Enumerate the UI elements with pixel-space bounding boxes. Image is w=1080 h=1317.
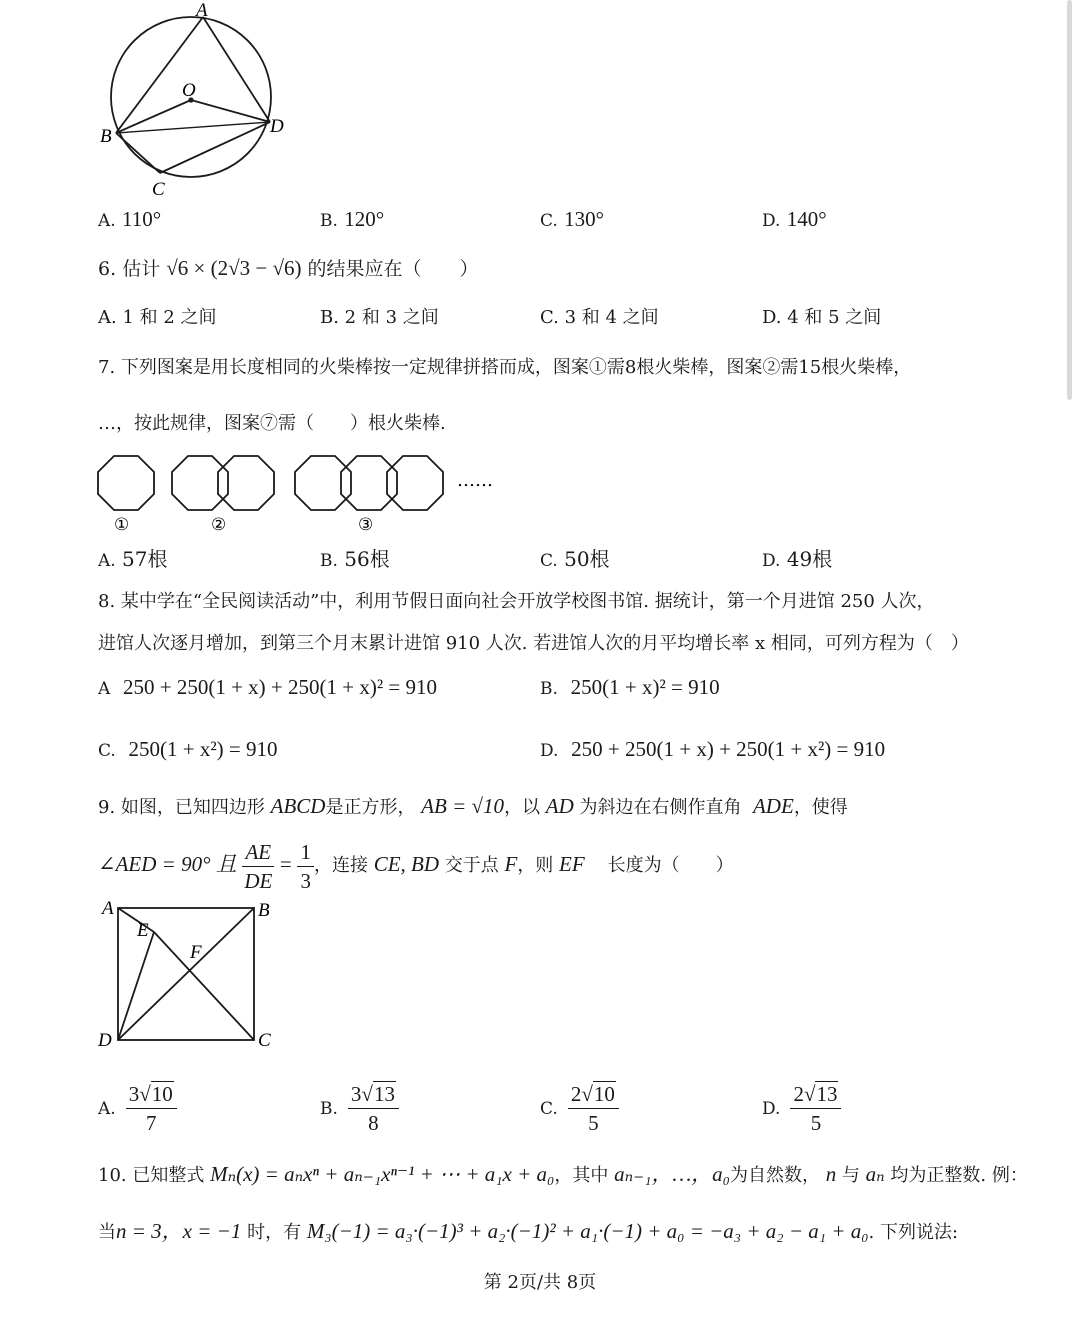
q7-option-a: A. 57根 [98, 547, 168, 571]
figure-label-1: ① [114, 515, 130, 535]
page-footer: 第 2页/共 8页 [483, 1272, 597, 1293]
octagon-2b [218, 456, 274, 510]
fraction-ae-de: $\frac{AE}{DE}$ [244, 839, 273, 893]
q6-stem: 6. 估计 √6 × (2√3 − √6) 的结果应在（ ） [98, 256, 479, 280]
q8-option-d: D. 250 + 250(1 + x) + 250(1 + x²) = 910 [540, 737, 886, 761]
label-O: O [182, 80, 196, 101]
label-E: E [137, 920, 149, 941]
q8-option-c: C. 250(1 + x²) = 910 [98, 737, 278, 761]
q6-option-c: C. 3 和 4 之间 [540, 307, 659, 328]
q8-stem-line1: 8. 某中学在“全民阅读活动”中，利用节假日面向社会开放学校图书馆. 据统计，第一个月进馆 250 人次， [98, 591, 935, 612]
octagon-3a [295, 456, 351, 510]
q5-option-a: A. 110° [98, 207, 162, 231]
q9-stem-line1: 9. 如图，已知四边形 ABCD是正方形， AB = √10，以 AD 为斜边在右侧作直角 ADE，使得 [98, 794, 848, 818]
q8-stem-line2: 进馆人次逐月增加，到第三个月末累计进馆 910 人次. 若进馆人次的月平均增长率 x 相同，可列方程为（ ） [98, 633, 969, 654]
q9-option-b: B. $\frac{3√13}{8}$ [320, 1080, 399, 1137]
q9-stem-line2: ∠AED = 90° 且 $\frac{AE}{DE}$ = $\frac{1}{3}$ ，连接 CE, BD 交于点 F，则 EF 长度为（ ） [98, 839, 734, 893]
q7-option-c: C. 50根 [540, 547, 610, 571]
octagon-3b [341, 456, 397, 510]
q5-option-b: B. 120° [320, 207, 385, 231]
q10-stem-line2: 当n = 3，x = −1 时，有 M₃(−1) = a₃·(−1)³ + a₂·(−1)² + a₁·(−1) + a₀ = −a₃ + a₂ − a₁ + a₀. 下列说法: [98, 1219, 959, 1243]
scrollbar[interactable] [1067, 0, 1072, 400]
q7-stem-line2: …，按此规律，图案⑦需（ ）根火柴棒. [98, 413, 446, 434]
q8-option-a: A 250 + 250(1 + x) + 250(1 + x)² = 910 [98, 675, 437, 699]
label-B: B [100, 126, 112, 147]
octagon-2a [172, 456, 228, 510]
segment-EC [154, 932, 254, 1040]
segment-DE [118, 932, 154, 1040]
label-C: C [258, 1030, 271, 1051]
q6-option-d: D. 4 和 5 之间 [762, 307, 882, 328]
octagon-1 [98, 456, 154, 510]
q5-option-d: D. 140° [762, 207, 827, 231]
q7-option-d: D. 49根 [762, 547, 833, 571]
q9-option-c: C. $\frac{2√10}{5}$ [540, 1080, 619, 1137]
octagon-3c [387, 456, 443, 510]
q7-stem-line1: 7. 下列图案是用长度相同的火柴棒按一定规律拼搭而成，图案①需8根火柴棒，图案②需15根火柴棒， [98, 357, 912, 378]
q7-figure [94, 452, 514, 538]
label-F: F [190, 942, 202, 963]
q7-option-b: B. 56根 [320, 547, 390, 571]
q9-option-a: A. $\frac{3√10}{7}$ [98, 1080, 177, 1137]
q6-option-a: A. 1 和 2 之间 [98, 307, 217, 328]
segment-BC [116, 133, 160, 173]
q8-option-b: B. 250(1 + x)² = 910 [540, 675, 720, 699]
label-D: D [270, 116, 284, 137]
q6-option-b: B. 2 和 3 之间 [320, 307, 439, 328]
label-D: D [98, 1030, 112, 1051]
q10-stem-line1: 10. 已知整式 Mₙ(x) = aₙxⁿ + aₙ₋₁xⁿ⁻¹ + ⋯ + a₁x + a₀，其中 aₙ₋₁，…，a₀为自然数， n 与 aₙ 均为正整数. 例： [98, 1162, 1028, 1186]
q5-option-c: C. 130° [540, 207, 605, 231]
label-A: A [196, 0, 208, 21]
fraction-one-third: $\frac{1}{3}$ [297, 838, 314, 895]
q9-figure [94, 896, 284, 1056]
q5-figure [90, 0, 300, 200]
label-A: A [102, 898, 114, 919]
q7-ellipsis: …… [457, 470, 493, 491]
figure-label-3: ③ [358, 515, 374, 535]
label-B: B [258, 900, 270, 921]
q9-option-d: D. $\frac{2√13}{5}$ [762, 1080, 841, 1137]
figure-label-2: ② [211, 515, 227, 535]
label-C: C [152, 179, 165, 200]
segment-AB [116, 17, 203, 133]
